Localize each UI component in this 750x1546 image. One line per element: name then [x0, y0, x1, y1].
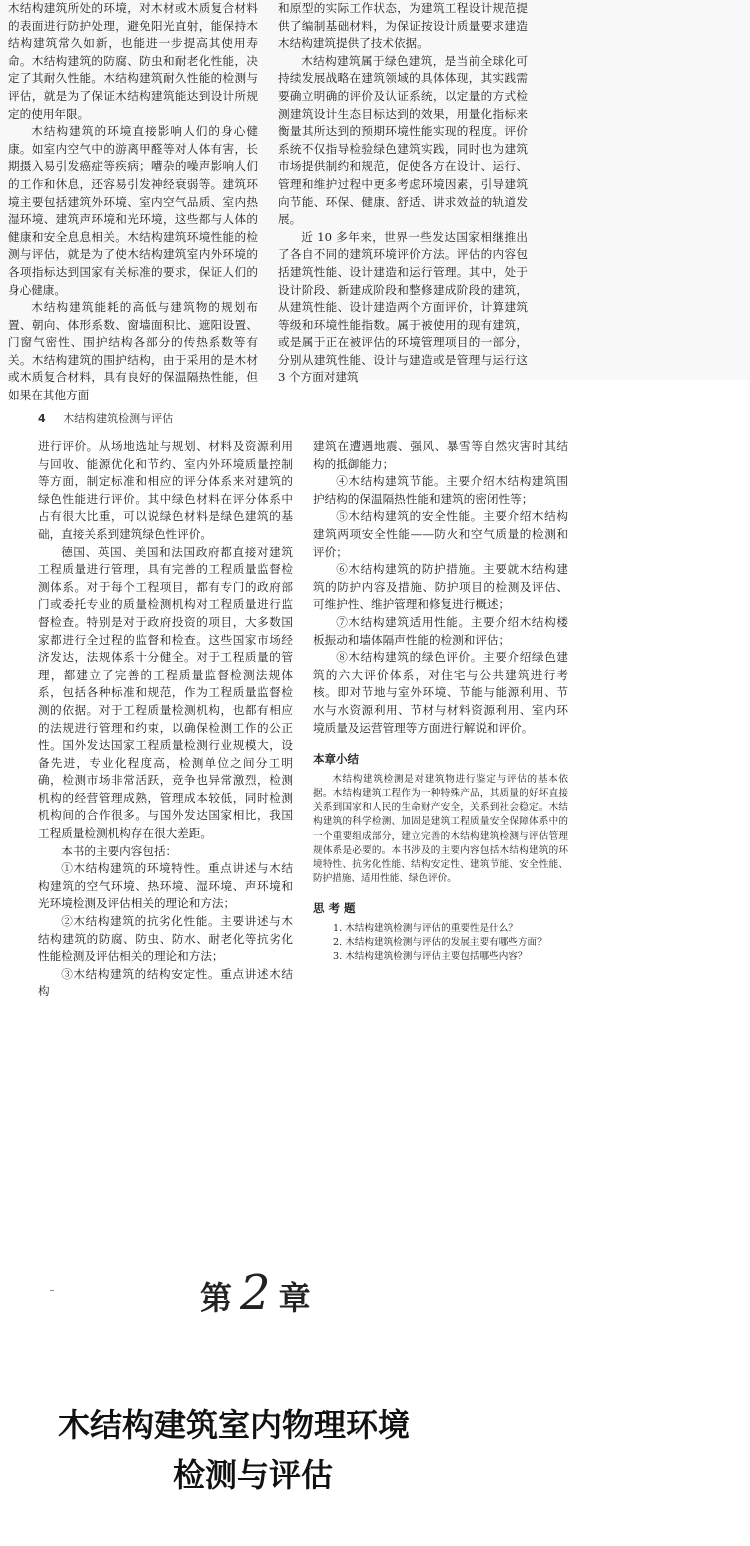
paragraph: 木结构建筑能耗的高低与建筑物的规划布置、朝向、体形系数、窗墙面积比、遮阳设置、门窗气密性、围护结构各部分的传热系数等有关。木结构建筑的围护结构，由于采用的是木材或木质复合材料，具有良好的保温隔热性能，但如果在其他方面: [8, 300, 258, 403]
paragraph: 近 10 多年来，世界一些发达国家相继推出了各自不同的建筑环境评价方法。评估的内容包括建筑性能、设计建造和运行管理。其中，处于设计阶段、新建成阶段和整修建成阶段的建筑，从建筑性能、设计建造两个方面评价，计算建筑等级和环境性能指数。属于被使用的现有建筑，或是属于正在被评估的环境管理项目的一部分，分别从建筑性能、设计与建造或是管理与运行这 3 个方面对建筑: [278, 229, 528, 385]
paragraph: 德国、英国、美国和法国政府都直接对建筑工程质量进行管理，具有完善的工程质量监督检测体系。对于每个工程项目，都有专门的政府部门或委托专业的质量检测机构对工程质量进行监督检查。特别是对于政府投资的项目，大多数国家都进行全过程的监督和检查。这些国家市场经济发达，法规体系十分健全。对于工程质量的管理，都建立了完善的工程质量监督检测法规体系，包括各种标准和规范，作为工程质量监督检测的依据。对于工程质量检测机构，也都有相应的法规进行管理和约束，以确保检测工作的公正性。国外发达国家工程质量检测行业规模大，设备先进，专业化程度高，检测单位之间分工明确，检测市场非常活跃，竞争也异常激烈，检测机构的经营管理成熟，管理成本较低，同时检测机构间的合作很多。与国外发达国家相比，我国工程质量检测机构存在很大差距。: [38, 544, 293, 841]
paragraph: 木结构建筑所处的环境，对木材或木质复合材料的表面进行防护处理，避免阳光直射，能保持木结构建筑常久如新，也能进一步提高其使用寿命。木结构建筑的防腐、防虫和耐老化性能，决定了其耐久性能。木结构建筑耐久性能的检测与评估，就是为了保证木结构建筑能达到设计所规定的使用年限。: [8, 1, 258, 121]
summary-text: 木结构建筑检测是对建筑物进行鉴定与评估的基本依据。木结构建筑工程作为一种特殊产品，其质量的好坏直接关系到国家和人民的生命财产安全，关系到社会稳定。木结构建筑的科学检测、加固是建筑工程质量安全保障体系中的一个重要组成部分，建立完善的木结构建筑检测与评估管理规体系是必要的。本书涉及的主要内容包括木结构建筑的环境特性、抗劣化性能、结构安定性、建筑节能、安全性能、防护措施、适用性能、绿色评价。: [313, 773, 568, 885]
chapter-number: 2: [240, 1265, 273, 1321]
paragraph: 建筑在遭遇地震、强风、暴雪等自然灾害时其结构的抵御能力；: [313, 439, 568, 471]
list-item: ①木结构建筑的环境特性。重点讲述与木结构建筑的空气环境、热环境、湿环境、声环境和光环境检测及评估相关的理论和方法；: [38, 861, 293, 911]
list-item: ④木结构建筑节能。主要介绍木结构建筑围护结构的保温隔热性能和建筑的密闭性等；: [313, 474, 568, 506]
list-item: ⑧木结构建筑的绿色评价。主要介绍绿色建筑的六大评价体系，对住宅与公共建筑进行考核。即对节地与室外环境、节能与能源利用、节水与水资源利用、节材与材料资源利用、室内环境质量及运营管理等方面进行解说和评价。: [313, 650, 568, 735]
paragraph: 木结构建筑属于绿色建筑，是当前全球化可持续发展战略在建筑领域的具体体现，其实践需要确立明确的评价及认证系统，以定量的方式检测建筑设计生态目标达到的效果，用量化指标来衡量其所达到的预期环境性能实现的程度。评价系统不仅指导检验绿色建筑实践，同时也为建筑市场提供制约和规范，促使各方在设计、运行、管理和维护过程中更多考虑环境因素，引导建筑向节能、环保、健康、舒适、讲求效益的轨道发展。: [278, 53, 528, 227]
chapter-title-line-1: 木结构建筑室内物理环境: [58, 1406, 411, 1444]
text-column-right: [313, 438, 568, 965]
paragraph: 本书的主要内容包括：: [61, 843, 178, 858]
paragraph: 和原型的实际工作状态，为建筑工程设计规范提供了编制基础材料，为保证按设计质量要求建造木结构建筑提供了技术依据。: [278, 1, 528, 51]
page-number: 4: [38, 412, 46, 425]
list-item: ②木结构建筑的抗劣化性能。主要讲述与木结构建筑的防腐、防虫、防水、耐老化等抗劣化性能检测及评估相关的理论和方法；: [38, 914, 293, 964]
questions-heading: 思 考 题: [313, 901, 356, 916]
list-item: ③木结构建筑的结构安定性。重点讲述木结构: [38, 966, 293, 999]
question-item: 3. 木结构建筑检测与评估主要包括哪些内容？: [333, 951, 528, 963]
chapter-title-line-2: 检测与评估: [173, 1456, 334, 1494]
running-head-title: 木结构建筑检测与评估: [63, 412, 174, 425]
chapter-label: [200, 1265, 313, 1321]
question-item: 2. 木结构建筑检测与评估的发展主要有哪些方面？: [333, 937, 547, 949]
running-header: [38, 410, 173, 426]
page-top: [0, 0, 750, 403]
paragraph: 进行评价。从场地选址与规划、材料及资源利用与回收、能源优化和节约、室内外环境质量控制等方面，制定标准和相应的评分体系来对建筑的绿色性能进行评价。其中绿色材料在评分体系中占有很大比重，可以说绿色材料是绿色建筑的基础，直接关系到建筑绿色性评价。: [38, 439, 293, 541]
list-item: ⑥木结构建筑的防护措施。主要就木结构建筑的防护内容及措施、防护项目的检测及评估、可维护性、维护管理和修复进行概述；: [313, 562, 568, 612]
chapter-opener-page: [0, 940, 750, 1546]
question-item: 1. 木结构建筑检测与评估的重要性是什么？: [333, 922, 518, 934]
text-column-right: [278, 0, 528, 387]
list-item: ⑤木结构建筑的安全性能。主要介绍木结构建筑两项安全性能——防火和空气质量的检测和评价；: [313, 509, 568, 559]
chapter-title: [58, 1400, 558, 1500]
scan-mark: [50, 1290, 54, 1291]
summary-heading: 本章小结: [313, 752, 359, 767]
chapter-prefix: 第: [200, 1279, 235, 1317]
chapter-suffix: 章: [278, 1279, 313, 1317]
paragraph: 木结构建筑的环境直接影响人们的身心健康。如室内空气中的游离甲醛等对人体有害，长期摄入易引发癌症等疾病；嘈杂的噪声影响人们的工作和休息，还容易引发神经衰弱等。建筑环境主要包括建筑外环境、室内空气品质、室内热湿环境、建筑声环境和光环境，这些都与人体的健康和安全息息相关。木结构建筑环境性能的检测与评估，就是为了使木结构建筑室内外环境的各项指标达到国家有关标准的要求，保证人们的身心健康。: [8, 124, 258, 297]
page-4: [0, 380, 750, 999]
text-column-left: [38, 438, 293, 1001]
list-item: ⑦木结构建筑适用性能。主要介绍木结构楼板振动和墙体隔声性能的检测和评估；: [313, 614, 568, 647]
text-column-left: [8, 0, 258, 405]
